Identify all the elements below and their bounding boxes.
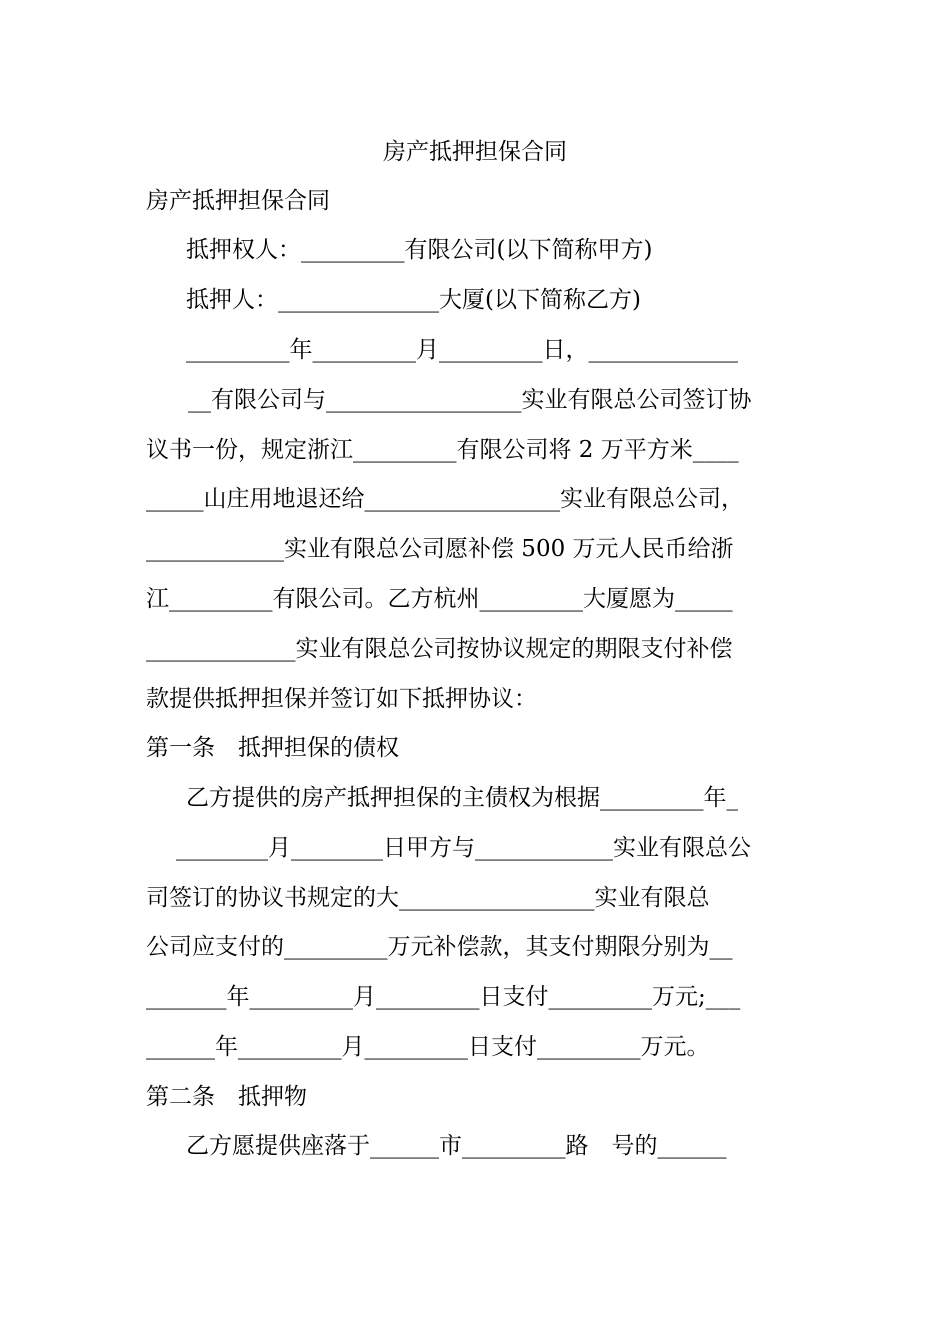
body-line: _____________实业有限总公司按协议规定的期限支付补偿 [146,636,733,662]
body-line: _____山庄用地退还给_________________实业有限总公司， [146,486,744,512]
body-line: __有限公司与_________________实业有限总公司签订协 [188,387,752,413]
article-one-line: _______年_________月_________日支付_________万元;___ [146,984,741,1010]
mortgagor-line: _________年_________月_________日，_____________ [186,337,738,363]
article-one-line: ________月________日甲方与____________实业有限总公 [176,835,751,861]
document-heading: 房产抵押担保合同 [146,188,330,214]
body-line: 第一条 抵押担保的债权 [146,735,399,761]
body-line: 江_________有限公司。乙方杭州_________大厦愿为_____ [146,586,733,612]
article-one-line: 司签订的协议书规定的大_________________实业有限总 [146,885,710,911]
article-two-heading: 乙方愿提供座落于______市_________路 号的______ [186,1133,727,1159]
article-one-heading: 乙方提供的房产抵押担保的主债权为根据_________年_ [186,785,738,811]
body-line: 款提供抵押担保并签订如下抵押协议： [146,686,537,712]
mortgagee-line: 抵押人：______________大厦(以下简称乙方) [186,287,641,313]
body-line: 议书一份，规定浙江_________有限公司将 2 万平方米____ [146,437,739,463]
article-one-line: 公司应支付的_________万元补偿款，其支付期限分别为__ [146,934,733,960]
article-one-line: ______年_________月_________日支付_________万元。 [146,1034,710,1060]
contract-name-line: 抵押权人：_________有限公司(以下简称甲方) [186,237,653,263]
document-title: 房产抵押担保合同 [383,139,567,165]
article-one-line: 第二条 抵押物 [146,1084,307,1110]
body-line: ____________实业有限总公司愿补偿 500 万元人民币给浙 [146,536,734,562]
